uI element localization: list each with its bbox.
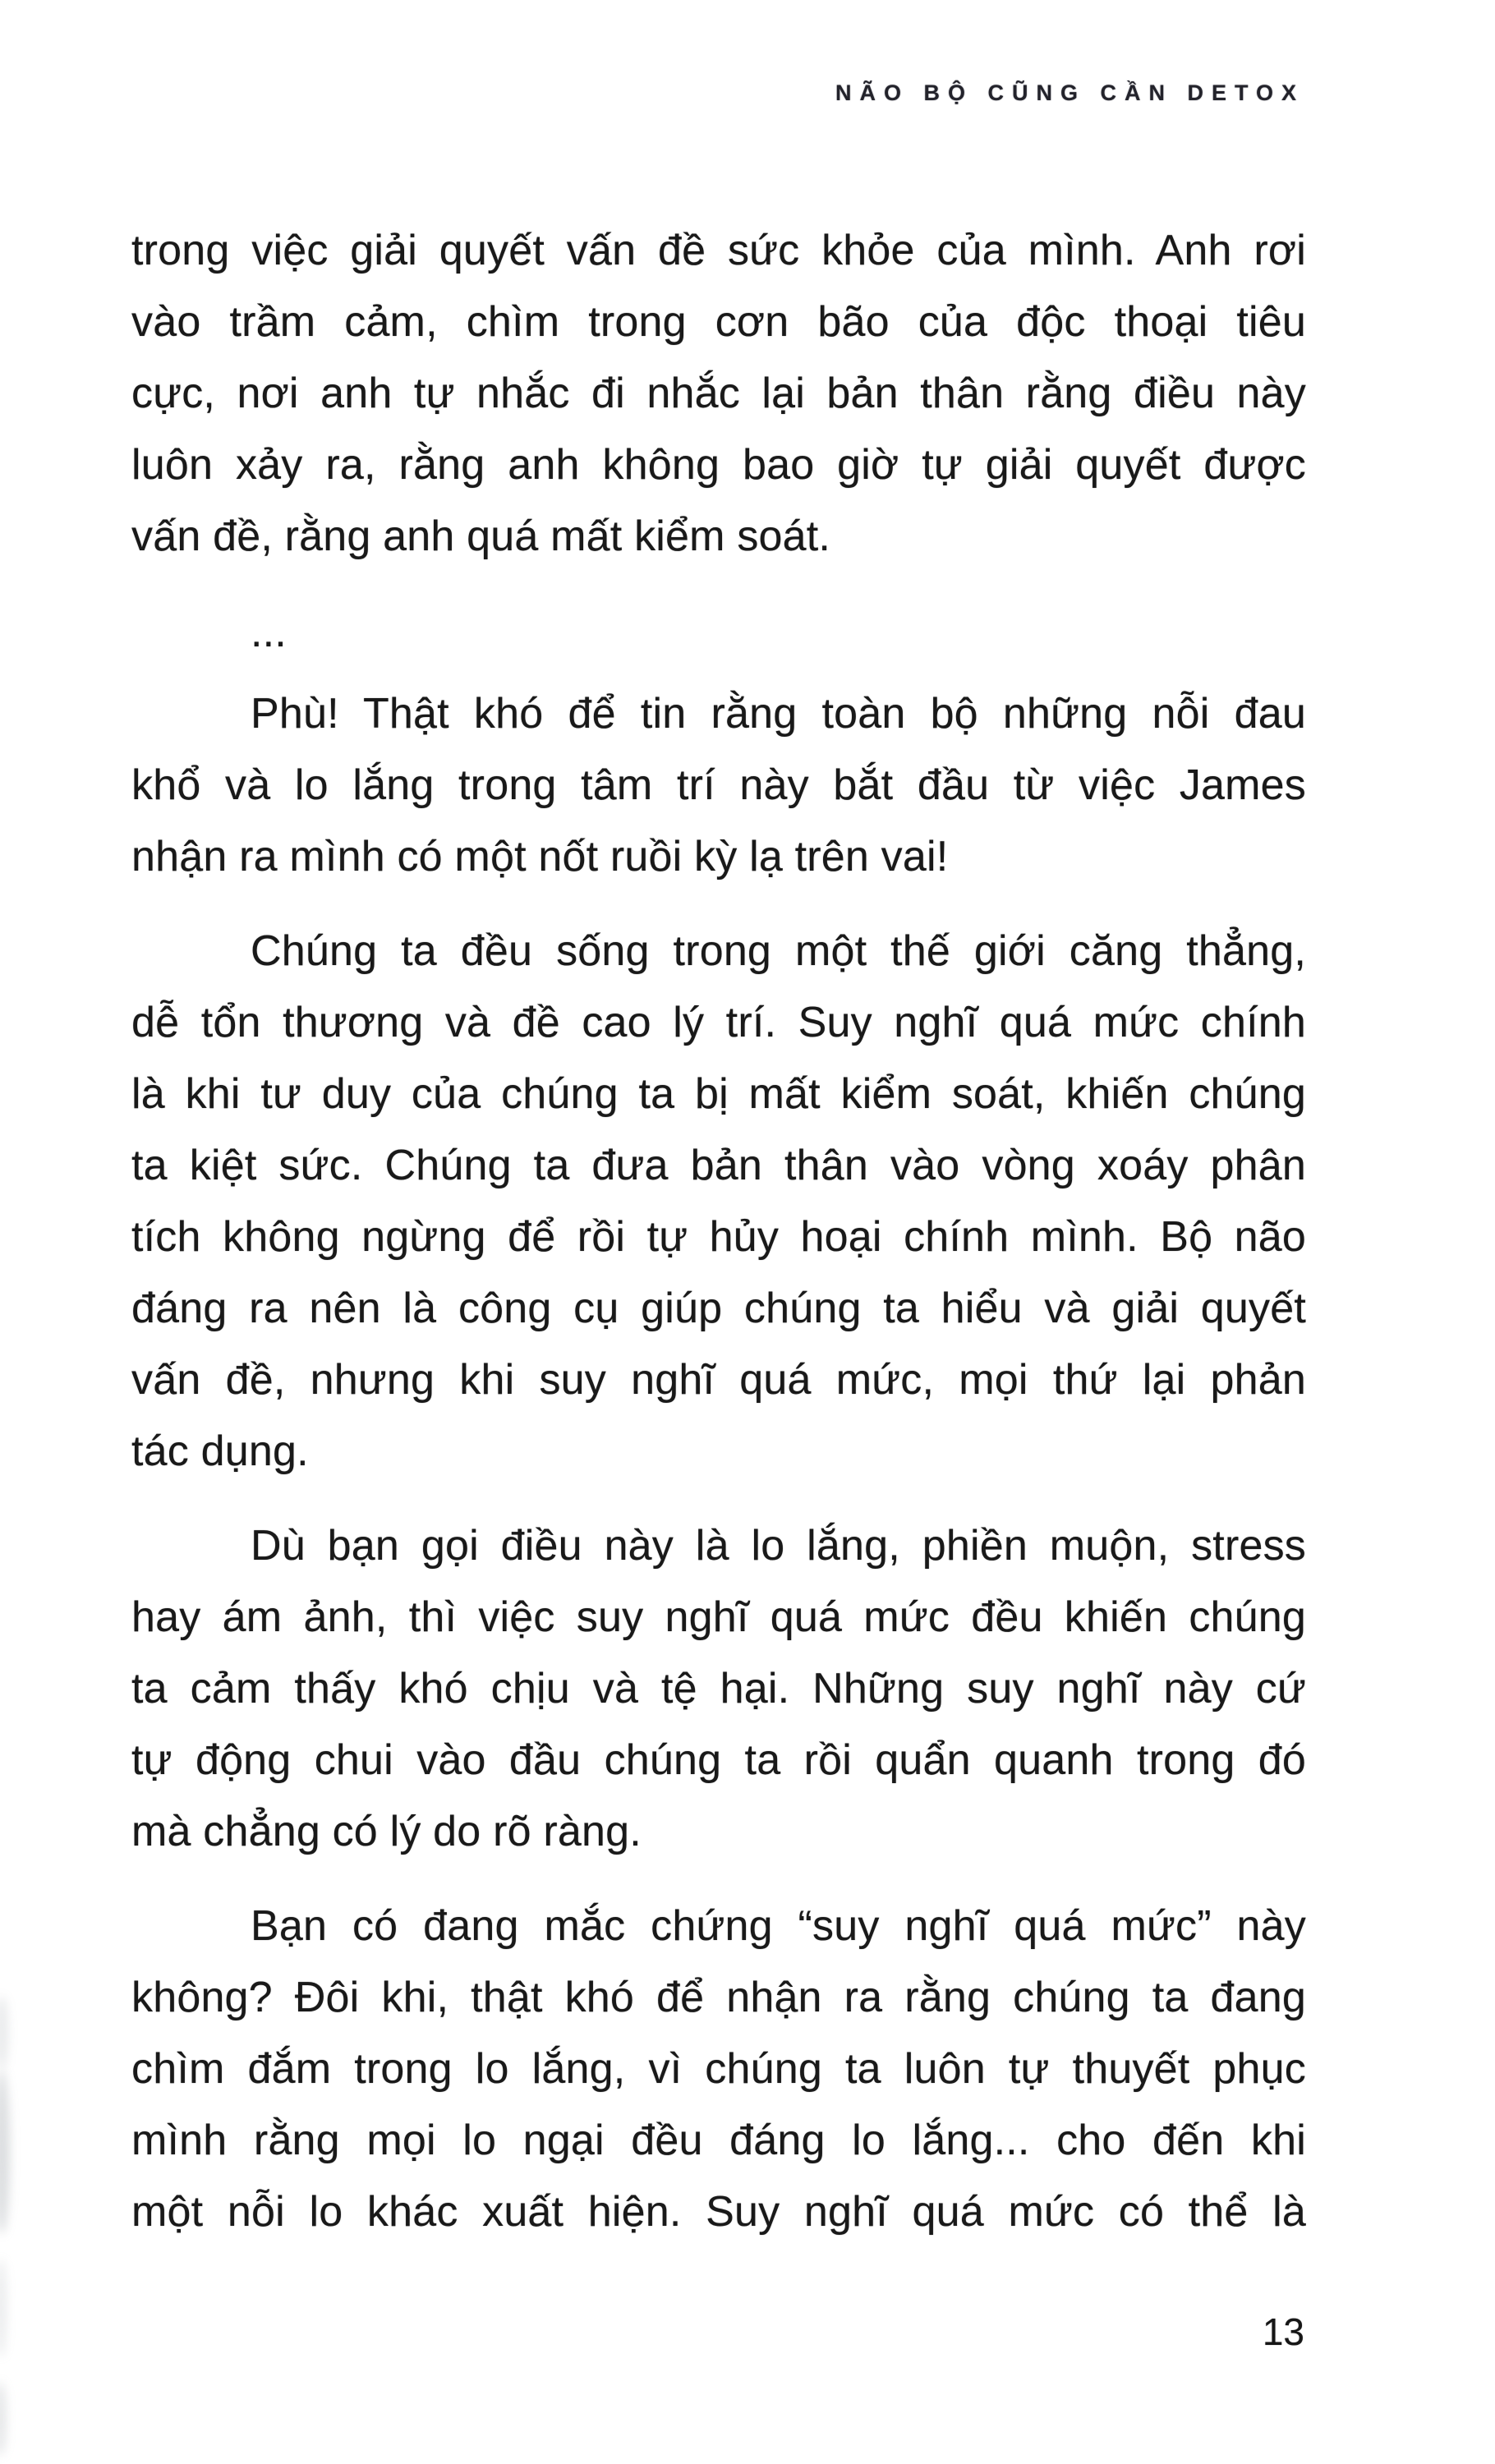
text-line: vào trầm cảm, chìm trong cơn bão của độc thoại tiêu: [131, 298, 1306, 346]
page-number: 13: [1262, 2310, 1304, 2353]
text-line: không? Đôi khi, thật khó để nhận ra rằng chúng ta đang: [131, 1974, 1306, 2021]
text-line: Bạn có đang mắc chứng “suy nghĩ quá mức” này: [251, 1902, 1306, 1950]
text-line: tích không ngừng để rồi tự hủy hoại chính mình. Bộ não: [131, 1213, 1306, 1261]
text-line: Chúng ta đều sống trong một thế giới căng thẳng,: [251, 927, 1306, 975]
text-line: vấn đề, rằng anh quá mất kiểm soát.: [131, 513, 831, 560]
text-line: tự động chui vào đầu chúng ta rồi quẩn quanh trong đó: [131, 1736, 1306, 1784]
text-line: nhận ra mình có một nốt ruồi kỳ lạ trên vai!: [131, 833, 949, 880]
text-line: tác dụng.: [131, 1427, 309, 1475]
text-line: khổ và lo lắng trong tâm trí này bắt đầu từ việc James: [131, 761, 1306, 809]
text-line: hay ám ảnh, thì việc suy nghĩ quá mức đều khiến chúng: [131, 1593, 1306, 1641]
text-line: Dù bạn gọi điều này là lo lắng, phiền muộn, stress: [251, 1522, 1306, 1570]
text-line: vấn đề, nhưng khi suy nghĩ quá mức, mọi thứ lại phản: [131, 1356, 1306, 1404]
text-line: là khi tư duy của chúng ta bị mất kiểm soát, khiến chúng: [131, 1070, 1306, 1118]
scan-artifact: [0, 2259, 7, 2357]
text-line: cực, nơi anh tự nhắc đi nhắc lại bản thân rằng điều này: [131, 370, 1306, 417]
running-header: NÃO BỘ CŨNG CẦN DETOX: [835, 80, 1304, 105]
paragraph: [131, 597, 1306, 669]
paragraph: [131, 1891, 1306, 2248]
text-line: mình rằng mọi lo ngại đều đáng lo lắng... cho đến khi: [131, 2117, 1306, 2164]
text-line: ta cảm thấy khó chịu và tệ hại. Những suy nghĩ này cứ: [131, 1665, 1306, 1712]
paragraph: [131, 916, 1306, 1487]
paragraph: [131, 1510, 1306, 1868]
text-line: ta kiệt sức. Chúng ta đưa bản thân vào vòng xoáy phân: [131, 1142, 1306, 1189]
text-line: đáng ra nên là công cụ giúp chúng ta hiểu và giải quyết: [131, 1285, 1306, 1332]
text-line: một nỗi lo khác xuất hiện. Suy nghĩ quá mức có thể là: [131, 2188, 1306, 2236]
scan-artifact: [0, 2070, 10, 2234]
paragraph: [131, 678, 1306, 893]
body-text: [131, 215, 1306, 2271]
paragraph: [131, 215, 1306, 572]
text-line: ...: [251, 609, 287, 656]
text-line: Phù! Thật khó để tin rằng toàn bộ những nỗi đau: [251, 690, 1306, 738]
text-line: trong việc giải quyết vấn đề sức khỏe của mình. Anh rơi: [131, 227, 1306, 274]
text-line: dễ tổn thương và đề cao lý trí. Suy nghĩ quá mức chính: [131, 999, 1306, 1046]
scan-artifact: [0, 2382, 7, 2456]
text-line: chìm đắm trong lo lắng, vì chúng ta luôn tự thuyết phục: [131, 2045, 1306, 2093]
scan-artifact: [0, 1996, 8, 2070]
text-line: luôn xảy ra, rằng anh không bao giờ tự giải quyết được: [131, 441, 1306, 489]
text-line: mà chẳng có lý do rõ ràng.: [131, 1808, 642, 1855]
